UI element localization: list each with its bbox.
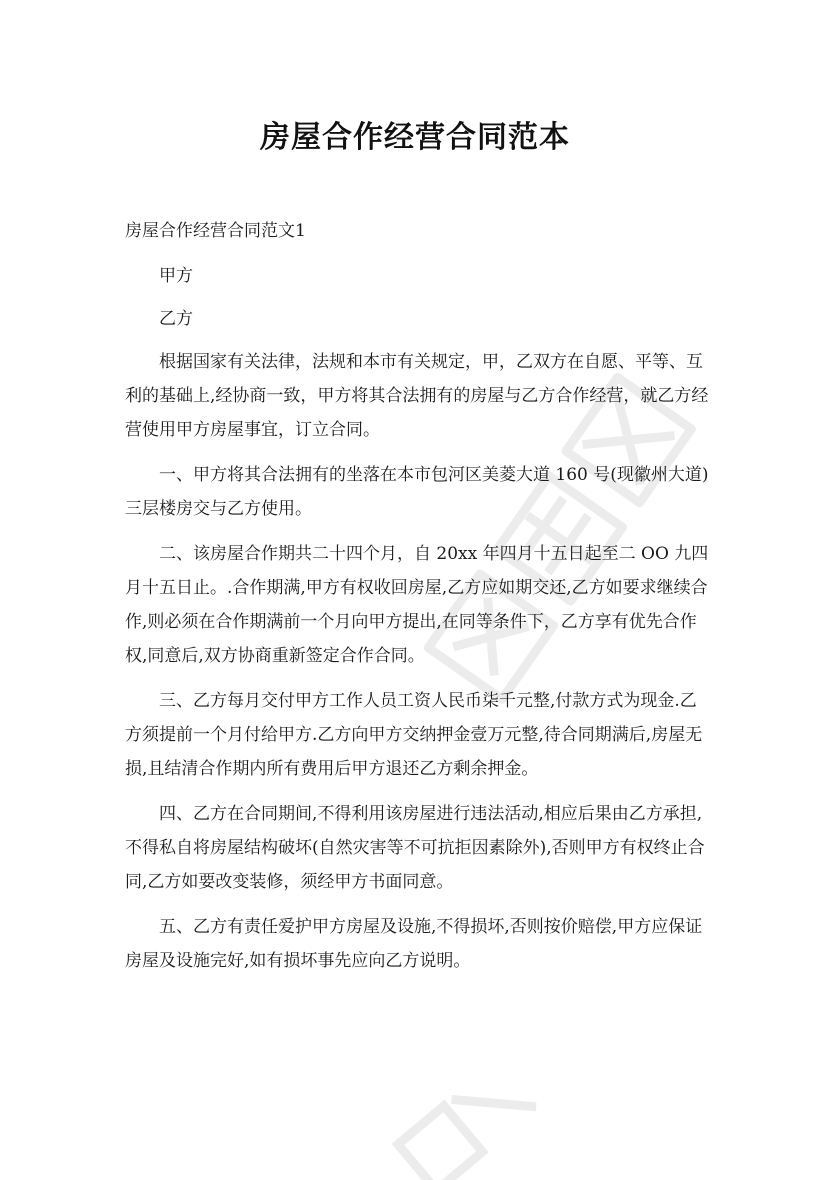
document-body [125, 214, 713, 989]
paragraph-clause-5: 五、乙方有责任爱护甲方房屋及设施,不得损坏,否则按价赔偿,甲方应保证房屋及设施完好,如有损坏事先应向乙方说明。 [125, 917, 703, 971]
paragraph-clause-2: 二、该房屋合作期共二十四个月，自 20xx 年四月十五日起至二 OO 九四月十五日止。.合作期满,甲方有权收回房屋,乙方应如期交还,乙方如要求继续合作,则必须在合作期满前一个月向甲方提出,在同等条件下，乙方享有优先合作权,同意后,双方协商重新签定合作合同。 [125, 544, 709, 666]
document-subtitle: 房屋合作经营合同范文1 [125, 221, 306, 241]
paragraph-clause-4: 四、乙方在合同期间,不得利用该房屋进行违法活动,相应后果由乙方承担,不得私自将房屋结构破坏(自然灾害等不可抗拒因素除外),否则甲方有权终止合同,乙方如要改变装修，须经甲方书面同意。 [125, 804, 705, 892]
paragraph-clause-1: 一、甲方将其合法拥有的坐落在本市包河区美菱大道 160 号(现徽州大道)三层楼房交与乙方使用。 [125, 465, 709, 519]
paragraph-clause-3: 三、乙方每月交付甲方工作人员工资人民币柒千元整,付款方式为现金.乙方须提前一个月付给甲方.乙方向甲方交纳押金壹万元整,待合同期满后,房屋无损,且结清合作期内所有费用后甲方退还乙方剩余押金。 [125, 691, 703, 779]
watermark-fragment-icon [370, 1070, 550, 1180]
paragraph-preamble: 根据国家有关法律，法规和本市有关规定，甲，乙双方在自愿、平等、互利的基础上,经协商一致，甲方将其合法拥有的房屋与乙方合作经营，就乙方经营使用甲方房屋事宜，订立合同。 [125, 352, 709, 440]
party-a-label: 甲方 [159, 266, 193, 286]
party-b-label: 乙方 [159, 309, 193, 329]
page-title: 房屋合作经营合同范本 [260, 120, 570, 155]
